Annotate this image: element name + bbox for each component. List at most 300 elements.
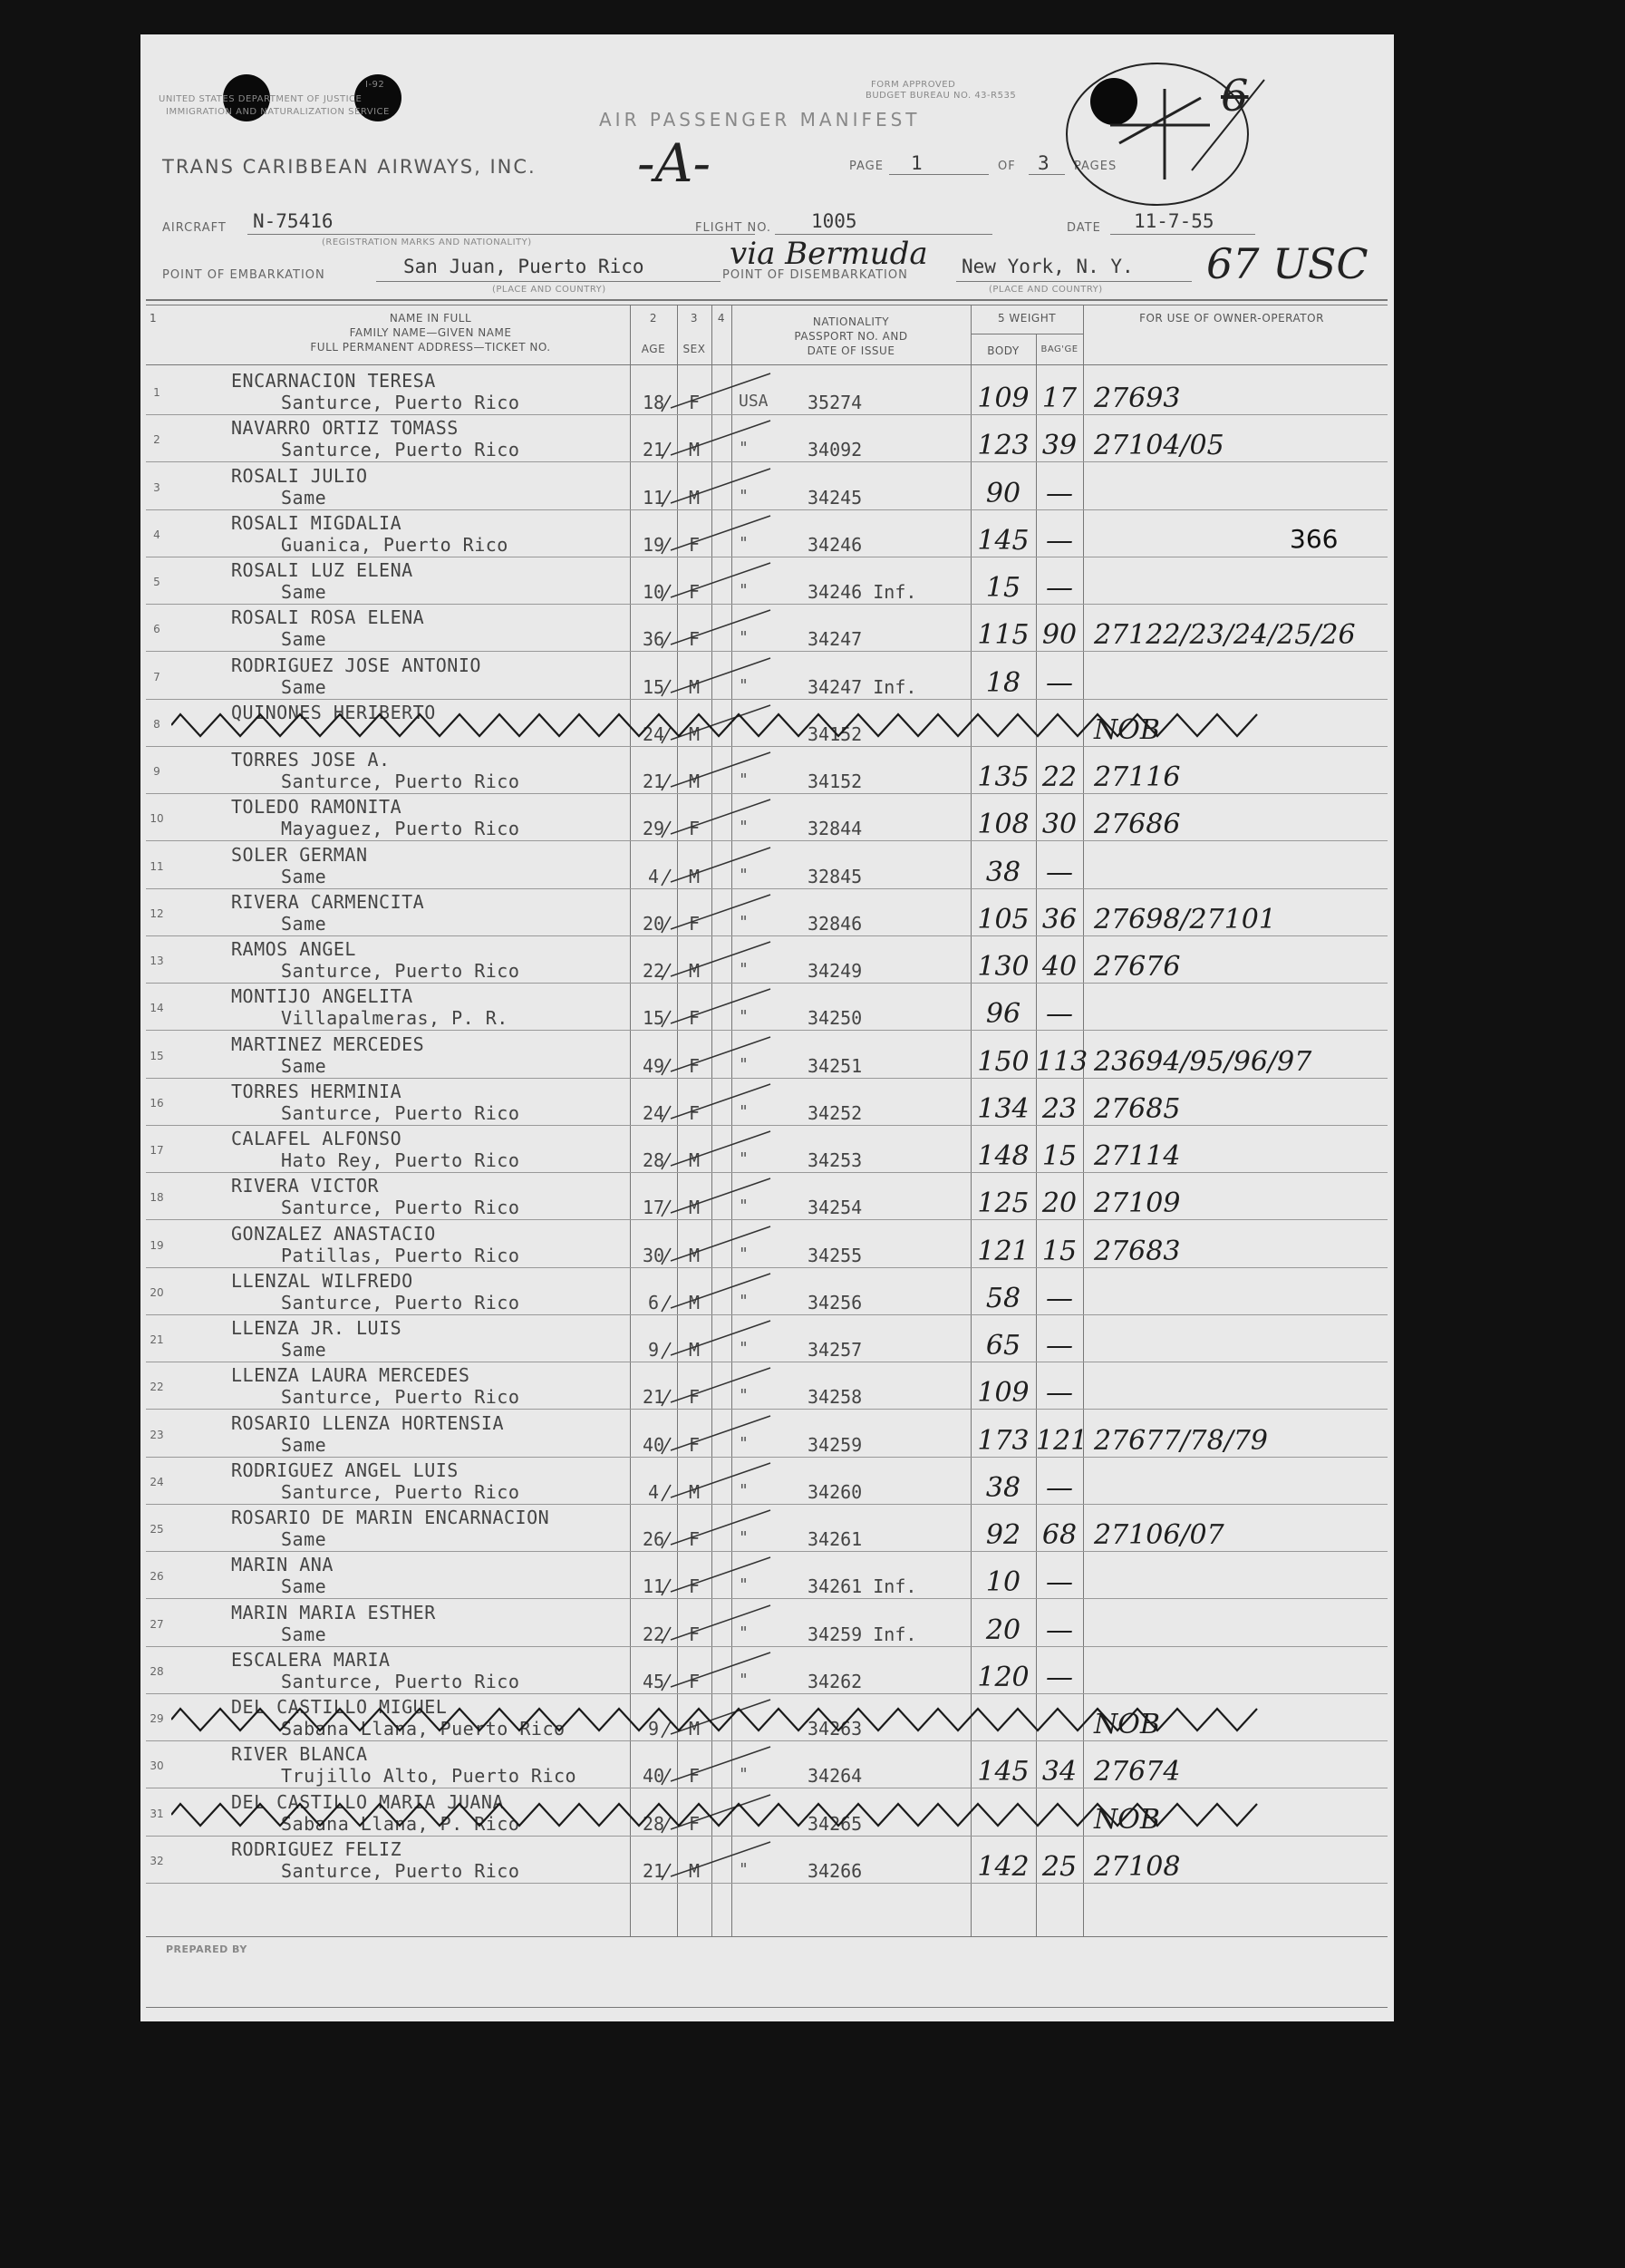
baggage-weight: 68 [1041,1519,1078,1551]
passenger-nationality: " [739,1386,749,1406]
passenger-name: RODRIGUEZ JOSE ANTONIO [231,654,481,676]
strikethrough-scribble [171,709,1286,740]
row-number: 26 [150,1570,164,1584]
passenger-sex: F [688,628,701,651]
row-number: 18 [150,1191,164,1205]
passenger-address: Same [281,628,327,651]
row-number: 7 [153,670,160,683]
passenger-name: GONZALEZ ANASTACIO [231,1222,436,1245]
passenger-age: 11 [642,486,665,509]
ticket-number: 27122/23/24/25/26 [1094,619,1356,652]
baggage-weight: 36 [1041,903,1078,935]
passenger-nationality: " [739,771,749,790]
passenger-age: 24 [642,1101,665,1124]
passenger-name: TOLEDO RAMONITA [231,796,402,819]
strikethrough-scribble [171,1798,1286,1829]
passenger-address: Santurce, Puerto Rico [281,1480,520,1503]
ticket-number: 27686 [1094,809,1181,841]
passenger-sex: M [688,1718,701,1740]
row-number: 19 [150,1238,164,1252]
passenger-name: MARIN ANA [231,1554,334,1576]
passenger-nationality: " [739,628,749,648]
passenger-address: Same [281,1623,327,1645]
table-row [140,1410,1394,1458]
passenger-sex: F [688,533,701,556]
passport-number: 34261 Inf. [808,1575,917,1598]
ticket-number: NOB [1094,1709,1160,1740]
prepared-by: PREPARED BY [166,1943,247,1955]
col-1-num: 1 [150,312,158,325]
passenger-address: Same [281,675,327,698]
check-mark [643,842,779,889]
passenger-sex: M [688,439,701,461]
agency-subtitle: IMMIGRATION AND NATURALIZATION SERVICE [166,107,390,117]
passenger-nationality: " [739,1765,749,1785]
uscg-note: 67 USC [1206,239,1369,288]
check-mark [643,1126,779,1173]
passenger-sex: F [688,1623,701,1645]
manifest-paper [140,34,1394,2021]
passenger-address: Sabana Llana, P. Rico [281,1812,520,1835]
passenger-name: RIVERA VICTOR [231,1175,380,1197]
passport-number: 34253 [808,1149,863,1171]
passenger-age: 29 [642,818,665,840]
row-number: 30 [150,1759,164,1773]
passenger-address: Same [281,486,327,509]
circled-page-value: 6 [1221,71,1249,121]
body-weight: 38 [985,856,1021,888]
passenger-age: 6 [647,1291,660,1313]
baggage-weight: 34 [1041,1756,1078,1788]
table-row [140,605,1394,652]
passenger-nationality: " [739,1291,749,1311]
body-weight: 20 [985,1614,1021,1646]
check-mark [643,1410,779,1458]
table-row [140,1079,1394,1126]
baggage-weight: — [1046,998,1073,1031]
passport-number: 32845 [808,865,863,887]
passenger-nationality: " [739,1007,749,1027]
col-bags: BAG'GE [1040,344,1078,354]
passenger-address: Santurce, Puerto Rico [281,1197,520,1219]
table-row [140,1221,1394,1268]
aircraft-registration: N-75416 [253,210,334,232]
passenger-nationality: " [739,1575,749,1595]
passport-number: 34263 [808,1718,863,1740]
table-row [140,889,1394,936]
passport-number: 34259 Inf. [808,1623,917,1645]
passenger-address: Same [281,1528,327,1550]
passenger-nationality: " [739,1528,749,1547]
flight-label: FLIGHT NO. [695,221,772,235]
col-2-num: 2 [649,312,658,325]
disembark-sub: (PLACE AND COUNTRY) [989,285,1103,295]
passenger-address: Same [281,865,327,887]
passenger-name: RIVERA CARMENCITA [231,890,425,913]
baggage-weight: 39 [1041,430,1078,462]
passenger-name: LLENZAL WILFREDO [231,1269,413,1292]
table-row [140,1126,1394,1173]
body-weight: 10 [985,1566,1021,1599]
baggage-weight: — [1046,1566,1073,1599]
passenger-address: Same [281,1339,327,1361]
col-4-num: 4 [717,312,726,325]
row-number: 16 [150,1096,164,1110]
passport-number: 34245 [808,486,863,509]
passenger-name: NAVARRO ORTIZ TOMASS [231,417,459,440]
aircraft-label: AIRCRAFT [162,221,227,235]
passport-number: 35274 [808,392,863,413]
ticket-number: 27676 [1094,951,1181,983]
passenger-age: 4 [647,865,660,887]
passenger-sex: M [688,1197,701,1219]
passport-number: 34254 [808,1197,863,1219]
baggage-weight: — [1046,524,1073,557]
passenger-name: CALAFEL ALFONSO [231,1128,402,1149]
passenger-nationality: " [739,675,749,695]
passenger-age: 22 [642,1623,665,1645]
passenger-name: ENCARNACION TERESA [231,370,436,392]
ticket-number: 27698/27101 [1094,903,1276,935]
table-row [140,1741,1394,1788]
check-mark [643,1458,779,1505]
passenger-name: SOLER GERMAN [231,843,368,866]
passenger-name: TORRES JOSE A. [231,749,391,771]
body-weight: 65 [985,1330,1021,1362]
passenger-name: ROSALI MIGDALIA [231,511,402,534]
table-row [140,1789,1394,1837]
table-row [140,700,1394,747]
row-number: 3 [153,480,160,494]
passport-number: 34258 [808,1386,863,1409]
check-mark [643,1741,779,1788]
body-weight: 18 [985,666,1021,699]
check-mark [643,1647,779,1694]
table-row [140,747,1394,794]
passenger-sex: F [688,1765,701,1788]
passenger-address: Patillas, Puerto Rico [281,1244,520,1266]
passenger-address: Santurce, Puerto Rico [281,1386,520,1409]
baggage-weight: 17 [1041,383,1078,414]
row-number: 25 [150,1523,164,1536]
handwritten-mark: -A- [637,132,711,194]
passenger-name: TORRES HERMINIA [231,1080,402,1102]
passenger-sex: F [688,1575,701,1598]
passenger-sex: F [688,1812,701,1835]
passenger-name: ROSARIO DE MARIN ENCARNACION [231,1507,550,1528]
check-mark [643,605,779,652]
passenger-name: ESCALERA MARIA [231,1648,391,1671]
passenger-age: 24 [642,722,665,745]
passenger-nationality: " [739,1054,749,1074]
via-note: via Bermuda [730,236,928,272]
col-nat-h3: DATE OF ISSUE [807,344,895,357]
table-row [140,1694,1394,1741]
row-number: 5 [153,576,160,588]
passenger-address: Santurce, Puerto Rico [281,1291,520,1313]
passport-number: 34250 [808,1007,863,1030]
body-weight: 148 [977,1140,1030,1172]
check-mark [643,1362,779,1410]
circled-page-mark [1056,44,1273,207]
baggage-weight: — [1046,1614,1073,1646]
col-age: AGE [641,343,666,355]
row-number: 4 [153,528,160,541]
baggage-weight: — [1046,666,1073,699]
check-mark [643,1505,779,1552]
table-row [140,1837,1394,1884]
check-mark [643,1315,779,1362]
passenger-sex: F [688,1054,701,1077]
passport-number: 34152 [808,722,863,745]
passport-number: 34266 [808,1859,863,1882]
passenger-age: 11 [642,1575,665,1598]
passenger-address: Hato Rey, Puerto Rico [281,1149,520,1171]
passenger-age: 10 [642,581,665,603]
passenger-nationality: " [739,1433,749,1453]
embark-sub: (PLACE AND COUNTRY) [492,285,606,295]
passenger-nationality: " [739,1244,749,1264]
passenger-sex: F [688,1528,701,1550]
aircraft-sub: (REGISTRATION MARKS AND NATIONALITY) [322,237,532,247]
col-weight: 5 WEIGHT [997,312,1057,325]
passport-number: 34252 [808,1101,863,1124]
passenger-name: ROSALI JULIO [231,464,368,487]
check-mark [643,1221,779,1268]
row-number: 15 [150,1049,164,1062]
passenger-sex: M [688,1149,701,1171]
passport-number: 34264 [808,1765,863,1788]
passenger-sex: M [688,1244,701,1266]
passenger-address: Trujillo Alto, Puerto Rico [281,1765,577,1788]
passenger-address: Santurce, Puerto Rico [281,439,520,461]
body-weight: 15 [985,572,1021,604]
table-row [140,794,1394,841]
baggage-weight: — [1046,1661,1073,1693]
passenger-sex: F [688,1101,701,1124]
row-number: 28 [150,1664,164,1678]
passenger-sex: M [688,722,701,745]
passenger-age: 21 [642,1859,665,1882]
col-nat-h1: NATIONALITY [812,315,890,328]
passenger-sex: F [688,581,701,603]
passenger-address: Santurce, Puerto Rico [281,1670,520,1692]
table-row [140,842,1394,889]
baggage-weight: — [1046,1330,1073,1362]
table-row [140,1552,1394,1599]
row-number: 32 [150,1854,164,1867]
row-number: 17 [150,1144,164,1157]
passenger-sex: M [688,675,701,698]
body-weight: 38 [985,1471,1021,1504]
passenger-age: 28 [642,1149,665,1171]
passenger-age: 28 [642,1812,665,1835]
passenger-name: ROSALI ROSA ELENA [231,606,425,629]
baggage-weight: — [1046,1471,1073,1504]
passenger-age: 15 [642,675,665,698]
passenger-name: QUINONES HERIBERTO [231,701,436,723]
row-number: 1 [153,386,160,399]
row-number: 11 [150,859,164,873]
baggage-weight: — [1046,856,1073,888]
col-sex: SEX [682,343,706,355]
body-weight: 92 [985,1519,1021,1551]
passenger-sex: M [688,1480,701,1503]
ticket-number: 27114 [1094,1140,1181,1172]
table-row [140,936,1394,984]
passenger-age: 20 [642,912,665,935]
passenger-sex: F [688,392,701,413]
row-number: 9 [153,765,160,778]
body-weight: 58 [985,1282,1021,1314]
manifest-date: 11-7-55 [1134,210,1214,232]
check-mark [643,1600,779,1647]
passport-number: 34259 [808,1433,863,1456]
ticket-number: 27693 [1094,383,1181,414]
baggage-weight: — [1046,477,1073,509]
budget-bureau: BUDGET BUREAU NO. 43-R535 [866,91,1017,101]
passenger-address: Santurce, Puerto Rico [281,1101,520,1124]
passenger-sex: F [688,1386,701,1409]
passport-number: 34262 [808,1670,863,1692]
pages-label: PAGES [1074,160,1117,173]
passenger-name: DEL CASTILLO MIGUEL [231,1696,448,1718]
ticket-number: 27116 [1094,761,1181,793]
embark-label: POINT OF EMBARKATION [162,268,325,282]
passenger-name: RAMOS ANGEL [231,938,356,960]
passenger-name: ROSALI LUZ ELENA [231,559,413,581]
body-weight: 109 [977,383,1030,414]
ticket-number: 27109 [1094,1187,1181,1220]
passport-number: 34246 Inf. [808,581,917,603]
row-number: 22 [150,1381,164,1394]
body-weight: 115 [977,619,1030,652]
passenger-name: RIVER BLANCA [231,1743,368,1766]
passport-number: 34260 [808,1480,863,1503]
passenger-age: 40 [642,1765,665,1788]
body-weight: 121 [977,1235,1030,1267]
baggage-weight: 113 [1036,1045,1088,1078]
row-number: 21 [150,1333,164,1346]
baggage-weight: 40 [1041,951,1078,983]
body-weight: 90 [985,477,1021,509]
passenger-nationality: " [739,533,749,553]
baggage-weight: 30 [1041,809,1078,841]
passenger-age: 36 [642,628,665,651]
passenger-nationality: " [739,865,749,885]
ticket-number: 27685 [1094,1092,1181,1125]
ticket-number: 27108 [1094,1850,1181,1883]
passenger-sex: F [688,912,701,935]
passenger-sex: F [688,1007,701,1030]
col-name-h3: FULL PERMANENT ADDRESS—TICKET NO. [310,341,551,354]
passenger-nationality: " [739,1623,749,1643]
passenger-nationality: " [739,486,749,506]
check-mark [643,1552,779,1599]
passenger-sex: M [688,1339,701,1361]
passenger-nationality: " [739,439,749,459]
table-row [140,1647,1394,1694]
body-weight: 150 [977,1045,1030,1078]
check-mark [643,1268,779,1315]
row-number: 31 [150,1807,164,1820]
passenger-age: 49 [642,1054,665,1077]
body-weight: 96 [985,998,1021,1031]
passenger-name: MONTIJO ANGELITA [231,985,413,1008]
row-number: 10 [150,812,164,826]
table-row [140,1505,1394,1552]
passenger-address: Same [281,581,327,603]
passenger-nationality: " [739,960,749,979]
body-weight: 109 [977,1377,1030,1410]
row-number: 29 [150,1712,164,1725]
check-mark [643,1173,779,1220]
row-number: 14 [150,1002,164,1015]
passport-number: 34256 [808,1291,863,1313]
table-row [140,1032,1394,1079]
baggage-weight: — [1046,572,1073,604]
passenger-age: 15 [642,1007,665,1030]
check-mark [643,463,779,510]
passenger-address: Sabana Llana, Puerto Rico [281,1718,566,1740]
ticket-number: NOB [1094,713,1160,746]
check-mark [643,1079,779,1126]
table-row [140,510,1394,557]
passenger-sex: F [688,1670,701,1692]
passenger-name: LLENZA JR. LUIS [231,1317,402,1339]
row-number: 24 [150,1475,164,1488]
passenger-sex: M [688,1859,701,1882]
stamp-number: 366 [1290,524,1339,554]
col-body: BODY [987,344,1020,357]
baggage-weight: 121 [1036,1424,1088,1457]
disembark-place: New York, N. Y. [962,256,1134,277]
passenger-nationality: USA [739,392,769,411]
passenger-sex: M [688,865,701,887]
embark-place: San Juan, Puerto Rico [403,256,644,277]
baggage-weight: 15 [1041,1140,1078,1172]
passenger-name: ROSARIO LLENZA HORTENSIA [231,1411,504,1434]
passenger-age: 4 [647,1480,660,1503]
airline-name: TRANS CARIBBEAN AIRWAYS, INC. [162,156,537,178]
passport-number: 34152 [808,771,863,792]
ticket-number: 23694/95/96/97 [1094,1045,1312,1078]
passport-number: 34247 [808,628,863,651]
passenger-address: Same [281,1433,327,1456]
table-row [140,1315,1394,1362]
check-mark [643,368,779,415]
passenger-nationality: " [739,818,749,838]
page-total: 3 [1038,152,1049,174]
col-nat-h2: PASSPORT NO. AND [794,330,908,343]
passenger-nationality: " [739,1339,749,1358]
check-mark [643,1837,779,1884]
passenger-address: Same [281,1575,327,1598]
ticket-number: 27683 [1094,1235,1181,1267]
row-number: 13 [150,955,164,967]
passenger-age: 30 [642,1244,665,1266]
ticket-number: 27674 [1094,1756,1181,1788]
page-label: PAGE [849,160,884,173]
row-number: 12 [150,906,164,920]
passenger-nationality: " [739,1197,749,1216]
passenger-age: 21 [642,771,665,792]
passenger-age: 45 [642,1670,665,1692]
baggage-weight: 15 [1041,1235,1078,1267]
check-mark [643,984,779,1031]
passenger-nationality: " [739,1101,749,1121]
passenger-name: MARIN MARIA ESTHER [231,1601,436,1623]
